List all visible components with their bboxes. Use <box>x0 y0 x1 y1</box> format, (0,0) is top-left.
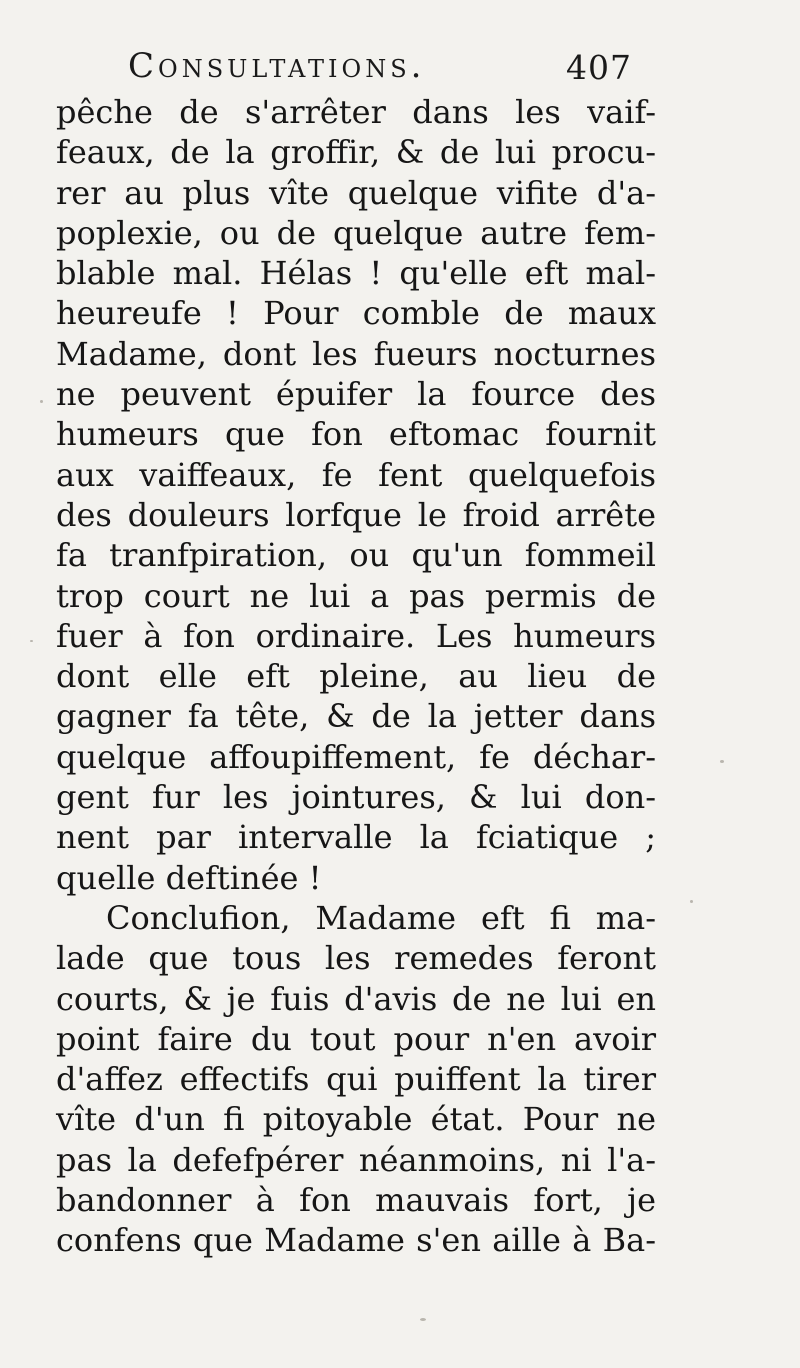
text-line: Madame, dont les fueurs nocturnes <box>56 334 656 373</box>
paper-speck <box>690 900 693 903</box>
text-line: rer au plus vîte quelque vifite d'a- <box>56 173 656 212</box>
text-line: quelque affoupiffement, fe déchar- <box>56 737 656 776</box>
text-line: bandonner à fon mauvais fort, je <box>56 1181 656 1220</box>
paper-speck <box>720 760 724 763</box>
text-line: Conclufion, Madame eft fi ma- <box>106 898 656 937</box>
show-through-text <box>60 1268 260 1328</box>
text-line: point faire du tout pour n'en avoir <box>56 1019 656 1058</box>
text-line: courts, & je fuis d'avis de ne lui en <box>56 979 656 1018</box>
page-number: 407 <box>566 48 632 87</box>
text-line: d'affez effectifs qui puiffent la tirer <box>56 1060 656 1099</box>
text-line: blable mal. Hélas ! qu'elle eft mal- <box>56 254 656 293</box>
text-line: aux vaiffeaux, fe fent quelquefois <box>56 455 656 494</box>
text-line: des douleurs lorfque le froid arrête <box>56 495 656 534</box>
body-text <box>56 92 656 1261</box>
text-line: ne peuvent épuifer la fource des <box>56 375 656 414</box>
text-line: nent par intervalle la fciatique ; <box>56 818 656 857</box>
text-line: dont elle eft pleine, au lieu de <box>56 657 656 696</box>
text-line: confens que Madame s'en aille à Ba- <box>56 1221 656 1260</box>
text-line: humeurs que fon eftomac fournit <box>56 415 656 454</box>
running-title: Consultations. <box>128 46 426 86</box>
page-header <box>128 40 638 96</box>
text-line: quelle deftinée ! <box>56 858 322 897</box>
text-line: pêche de s'arrêter dans les vaif- <box>56 93 656 131</box>
text-line: fa tranfpiration, ou qu'un fommeil <box>56 536 656 575</box>
paper-speck <box>30 640 33 642</box>
text-line: lade que tous les remedes feront <box>56 939 656 978</box>
text-line: gagner fa tête, & de la jetter dans <box>56 697 656 736</box>
text-line: feaux, de la groffir, & de lui procu- <box>56 133 656 172</box>
paper-speck <box>40 400 43 403</box>
text-line: gent fur les jointures, & lui don- <box>56 778 656 817</box>
text-line: poplexie, ou de quelque autre fem- <box>56 213 656 252</box>
paper-speck <box>420 1318 426 1321</box>
text-line: vîte d'un fi pitoyable état. Pour ne <box>56 1100 656 1139</box>
text-line: pas la defefpérer néanmoins, ni l'a- <box>56 1140 656 1179</box>
text-line: fuer à fon ordinaire. Les humeurs <box>56 616 656 655</box>
text-line: heureufe ! Pour comble de maux <box>56 294 656 333</box>
text-line: trop court ne lui a pas permis de <box>56 576 656 615</box>
